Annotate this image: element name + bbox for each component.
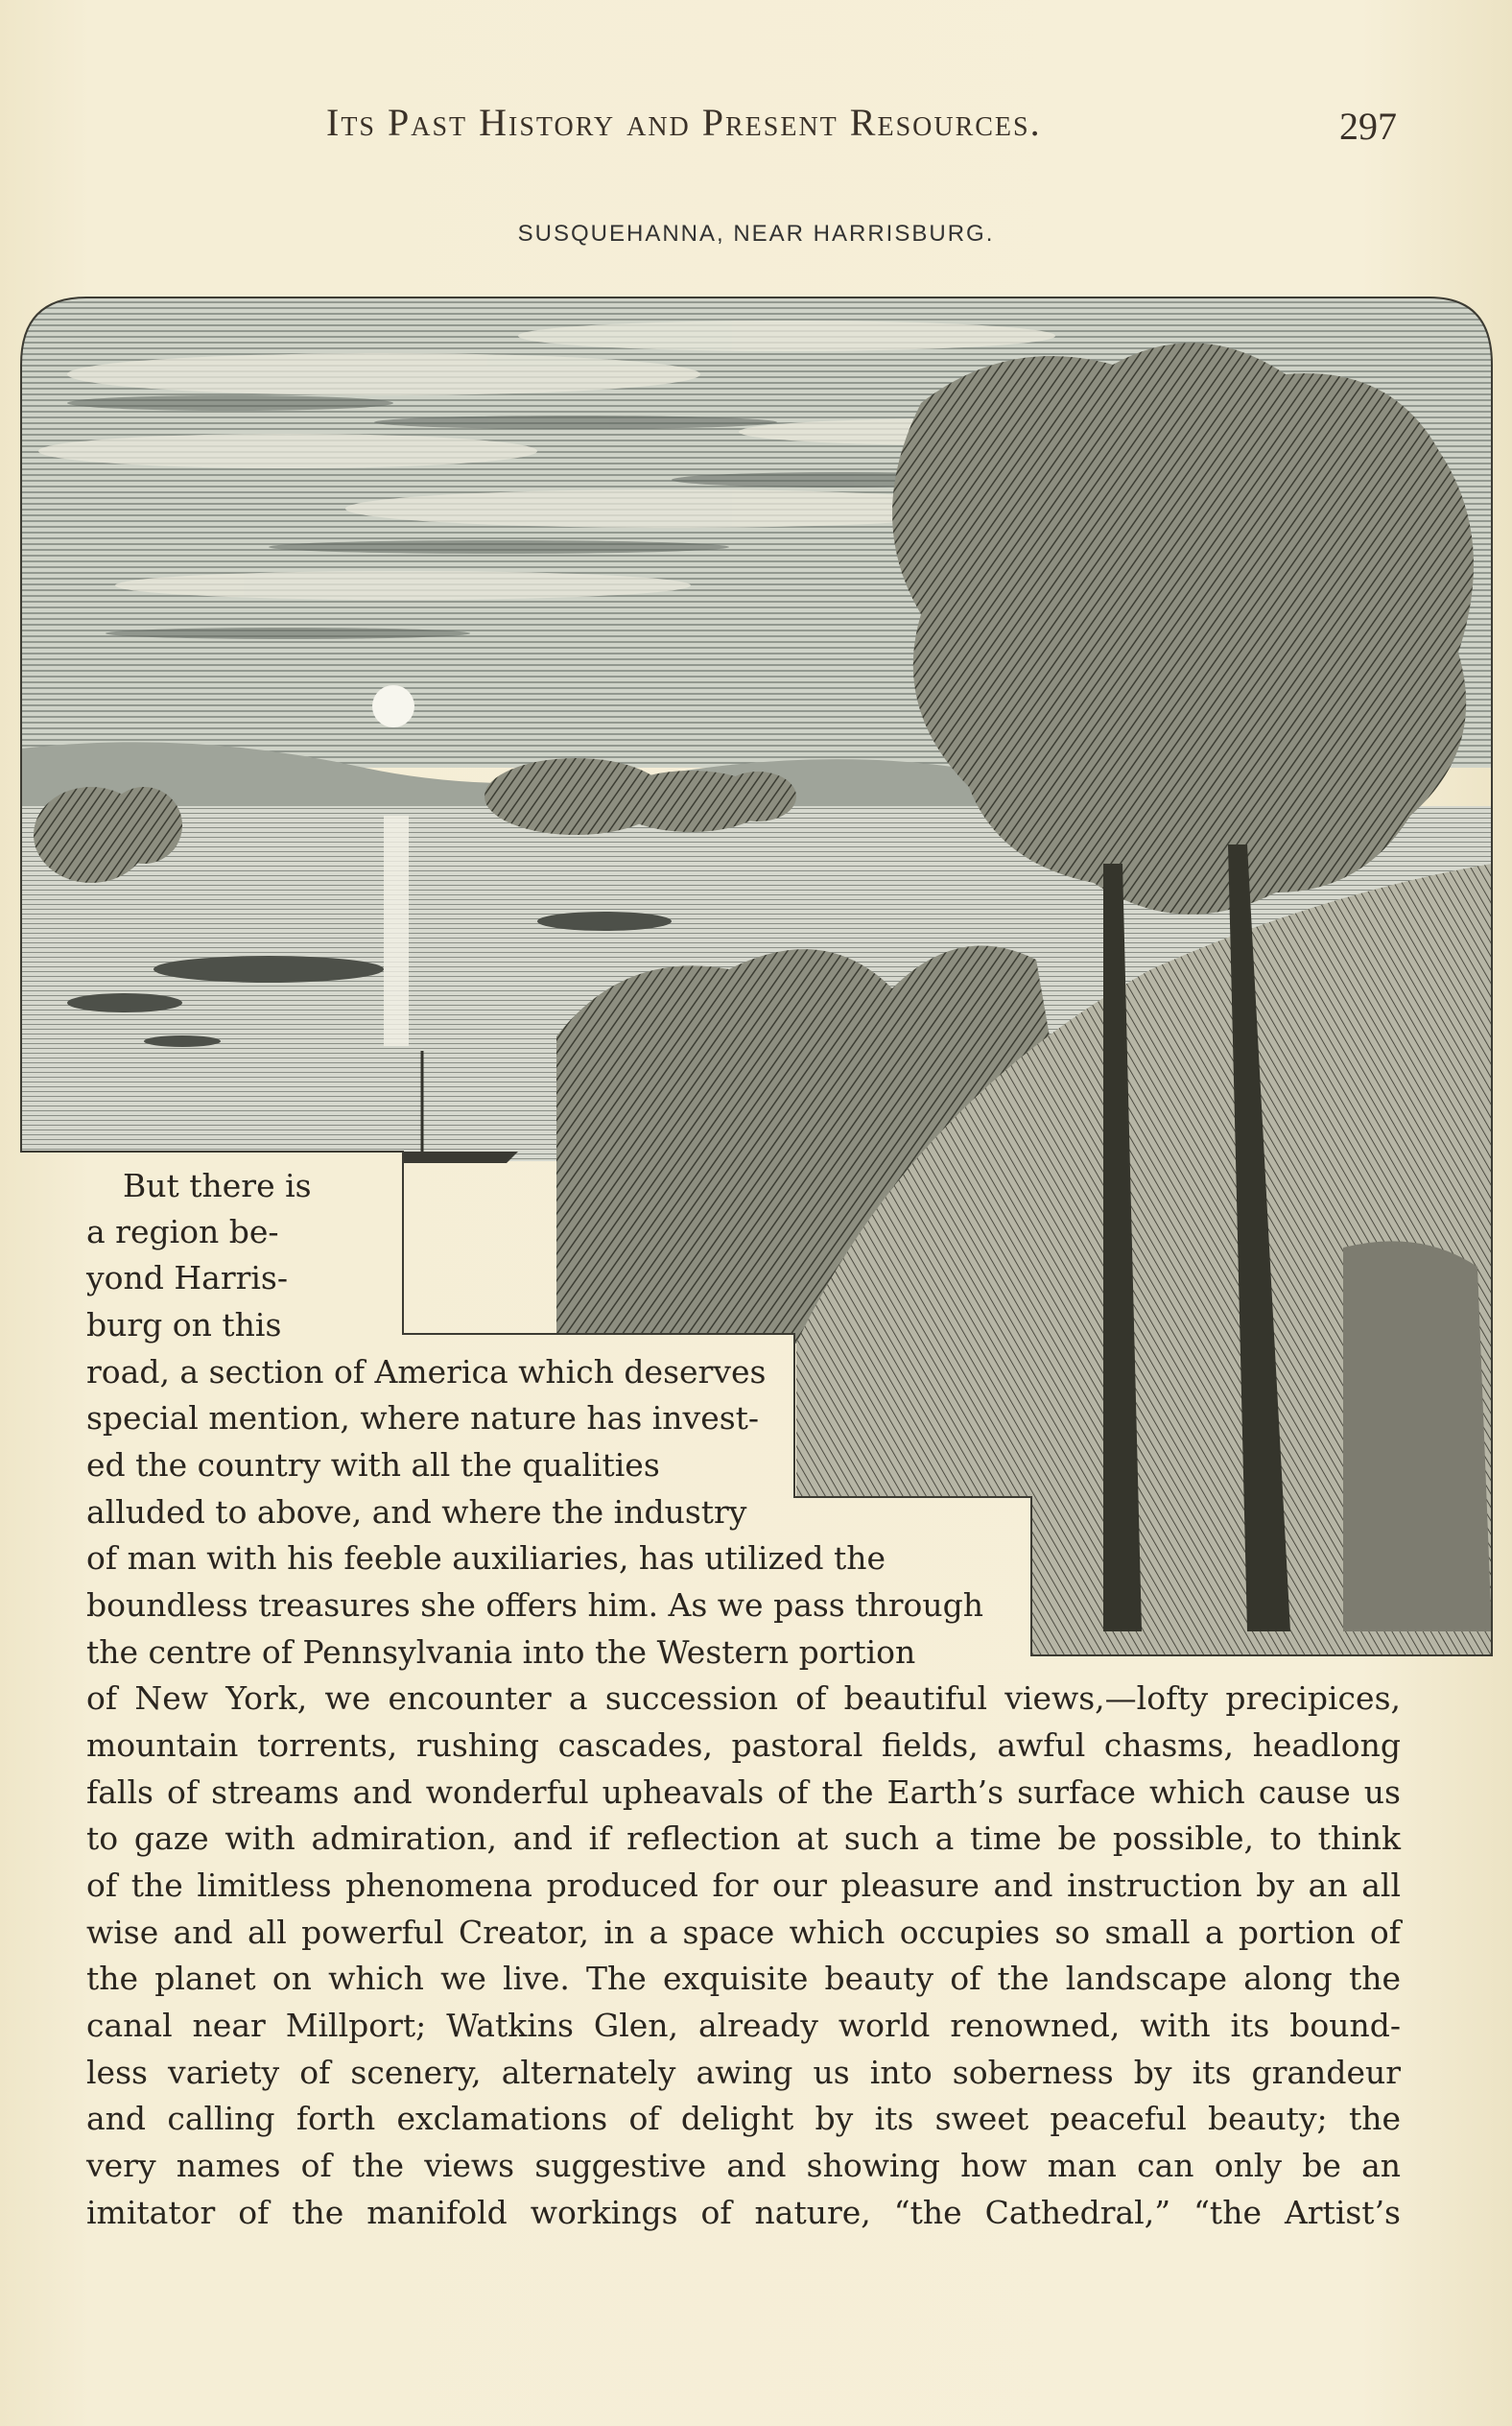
text-line: very names of the views suggestive and showing how man can only be an bbox=[86, 2147, 1401, 2184]
text-line: falls of streams and wonderful upheavals of the Earth’s surface which cause us bbox=[86, 1773, 1401, 1811]
text-line: wise and all powerful Creator, in a space which occupies so small a portion of bbox=[86, 1914, 1401, 1951]
figure-caption: SUSQUEHANNA, NEAR HARRISBURG. bbox=[517, 221, 995, 247]
text-line: the planet on which we live. The exquisite beauty of the landscape along the bbox=[86, 1960, 1401, 1997]
text-line: special mention, where nature has invest- bbox=[86, 1399, 760, 1437]
text-line: of New York, we encounter a succession of beautiful views,—lofty precipices, bbox=[86, 1679, 1401, 1717]
text-line: imitator of the manifold workings of nature, “the Cathedral,” “the Artist’s bbox=[86, 2194, 1401, 2231]
text-line: boundless treasures she offers him. As we pass through bbox=[86, 1586, 984, 1624]
text-line: to gaze with admiration, and if reflection at such a time be possible, to think bbox=[86, 1820, 1401, 1857]
text-line: yond Harris- bbox=[86, 1259, 289, 1296]
text-line: road, a section of America which deserves bbox=[86, 1353, 767, 1391]
text-line: alluded to above, and where the industry bbox=[86, 1493, 747, 1531]
text-line: canal near Millport; Watkins Glen, already world renowned, with its bound- bbox=[86, 2007, 1401, 2044]
text-line: less variety of scenery, alternately awing us into soberness by its grandeur bbox=[86, 2054, 1401, 2091]
text-line: and calling forth exclamations of delight by its sweet peaceful beauty; the bbox=[86, 2100, 1401, 2137]
text-line: of man with his feeble auxiliaries, has utilized the bbox=[86, 1539, 886, 1577]
text-line: ed the country with all the qualities bbox=[86, 1446, 660, 1484]
running-title: Its Past History and Present Resources. bbox=[326, 101, 1042, 144]
text-line: the centre of Pennsylvania into the Western portion bbox=[86, 1633, 916, 1671]
page-number: 297 bbox=[1339, 105, 1397, 148]
text-line: But there is bbox=[123, 1167, 312, 1204]
text-line: of the limitless phenomena produced for our pleasure and instruction by an all bbox=[86, 1867, 1401, 1904]
text-line: a region be- bbox=[86, 1213, 279, 1250]
text-line: burg on this bbox=[86, 1306, 282, 1344]
text-line: mountain torrents, rushing cascades, pastoral fields, awful chasms, headlong bbox=[86, 1726, 1401, 1764]
